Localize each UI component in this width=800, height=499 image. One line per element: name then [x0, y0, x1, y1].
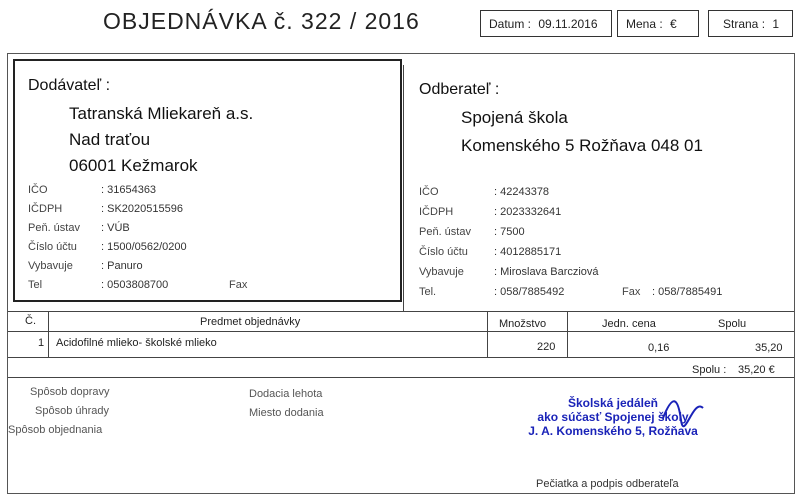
- customer-ico-label: IČO: [419, 186, 439, 198]
- col-unit-price-header: Jedn. cena: [602, 318, 656, 330]
- col-item-header: Predmet objednávky: [200, 316, 301, 328]
- customer-icdph-label: IČDPH: [419, 206, 454, 218]
- customer-phone-value: : 058/7885492: [494, 286, 565, 298]
- stamp-line-2: ako súčasť Spojenej školy: [537, 410, 689, 424]
- supplier-icdph-value: : SK2020515596: [101, 203, 183, 215]
- supplier-icdph-label: IČDPH: [28, 203, 63, 215]
- delivery-place-label: Miesto dodania: [249, 407, 324, 419]
- table-col-sep-2: [487, 311, 488, 357]
- currency-box: [617, 10, 699, 37]
- stamp-line-1: Školská jedáleň: [567, 396, 659, 410]
- supplier-phone-label: Tel: [28, 279, 43, 291]
- table-col-sep-1: [48, 311, 49, 357]
- currency-value: €: [670, 17, 677, 31]
- signature-caption: Pečiatka a podpis odberateľa: [536, 478, 679, 490]
- supplier-heading: Dodávateľ :: [28, 77, 111, 94]
- supplier-city: 06001 Kežmarok: [69, 156, 198, 175]
- customer-contact-value: : Miroslava Barcziová: [494, 266, 599, 278]
- supplier-ico-value: : 31654363: [101, 184, 157, 196]
- customer-name: Spojená škola: [461, 108, 568, 127]
- row-qty: 220: [537, 341, 556, 353]
- delivery-method-label: Spôsob dopravy: [30, 386, 110, 398]
- supplier-street: Nad traťou: [69, 130, 151, 149]
- supplier-contact-value: : Panuro: [101, 260, 143, 272]
- date-value: 09.11.2016: [538, 17, 598, 31]
- supplier-fax-label: Fax: [229, 279, 248, 291]
- supplier-contact-label: Vybavuje: [28, 260, 73, 272]
- supplier-account-label: Číslo účtu: [28, 241, 77, 253]
- table-col-sep-3: [567, 311, 568, 357]
- page-value: 1: [772, 17, 780, 31]
- payment-method-label: Spôsob úhrady: [35, 405, 109, 417]
- col-no-header: Č.: [25, 315, 36, 327]
- row-item: Acidofilné mlieko- školské mlieko: [56, 337, 217, 349]
- row-unit-price: 0,16: [648, 342, 670, 354]
- customer-icdph-value: : 2023332641: [494, 206, 562, 218]
- supplier-phone-value: : 0503808700: [101, 279, 169, 291]
- customer-fax-value: : 058/7885491: [652, 286, 723, 298]
- sum-label: Spolu :: [692, 364, 727, 376]
- customer-heading: Odberateľ :: [419, 81, 500, 98]
- customer-bank-value: : 7500: [494, 226, 525, 238]
- date-label: Datum :: [489, 17, 532, 31]
- customer-contact-label: Vybavuje: [419, 266, 464, 278]
- customer-account-value: : 4012885171: [494, 246, 562, 258]
- page-label: Strana :: [723, 17, 766, 31]
- page-box: [708, 10, 793, 37]
- order-method-label: Spôsob objednania: [8, 424, 103, 436]
- table-row-line: [8, 357, 794, 358]
- customer-ico-value: : 42243378: [494, 186, 550, 198]
- customer-fax-label: Fax: [622, 286, 641, 298]
- supplier-bank-label: Peň. ústav: [28, 222, 80, 234]
- document-title: OBJEDNÁVKA č. 322 / 2016: [103, 8, 420, 34]
- currency-label: Mena :: [626, 17, 663, 31]
- customer-address: Komenského 5 Rožňava 048 01: [461, 136, 703, 155]
- col-total-header: Spolu: [718, 318, 747, 330]
- row-total: 35,20: [755, 342, 783, 354]
- row-no: 1: [38, 337, 45, 349]
- customer-divider: [403, 65, 404, 311]
- supplier-ico-label: IČO: [28, 184, 48, 196]
- supplier-bank-value: : VÚB: [101, 222, 130, 234]
- supplier-name: Tatranská Mliekareň a.s.: [69, 104, 254, 123]
- delivery-term-label: Dodacia lehota: [249, 388, 323, 400]
- customer-phone-label: Tel.: [419, 286, 437, 298]
- col-qty-header: Množstvo: [499, 318, 547, 330]
- supplier-box: [13, 59, 402, 302]
- stamp-line-3: J. A. Komenského 5, Rožňava: [528, 424, 698, 438]
- supplier-account-value: : 1500/0562/0200: [101, 241, 187, 253]
- table-header-line: [8, 331, 794, 332]
- table-top-line: [8, 311, 794, 312]
- customer-account-label: Číslo účtu: [419, 246, 468, 258]
- sum-line: [8, 377, 794, 378]
- customer-bank-label: Peň. ústav: [419, 226, 471, 238]
- date-box: [480, 10, 612, 37]
- sum-value: 35,20 €: [738, 364, 775, 376]
- signature-scribble: [653, 388, 713, 428]
